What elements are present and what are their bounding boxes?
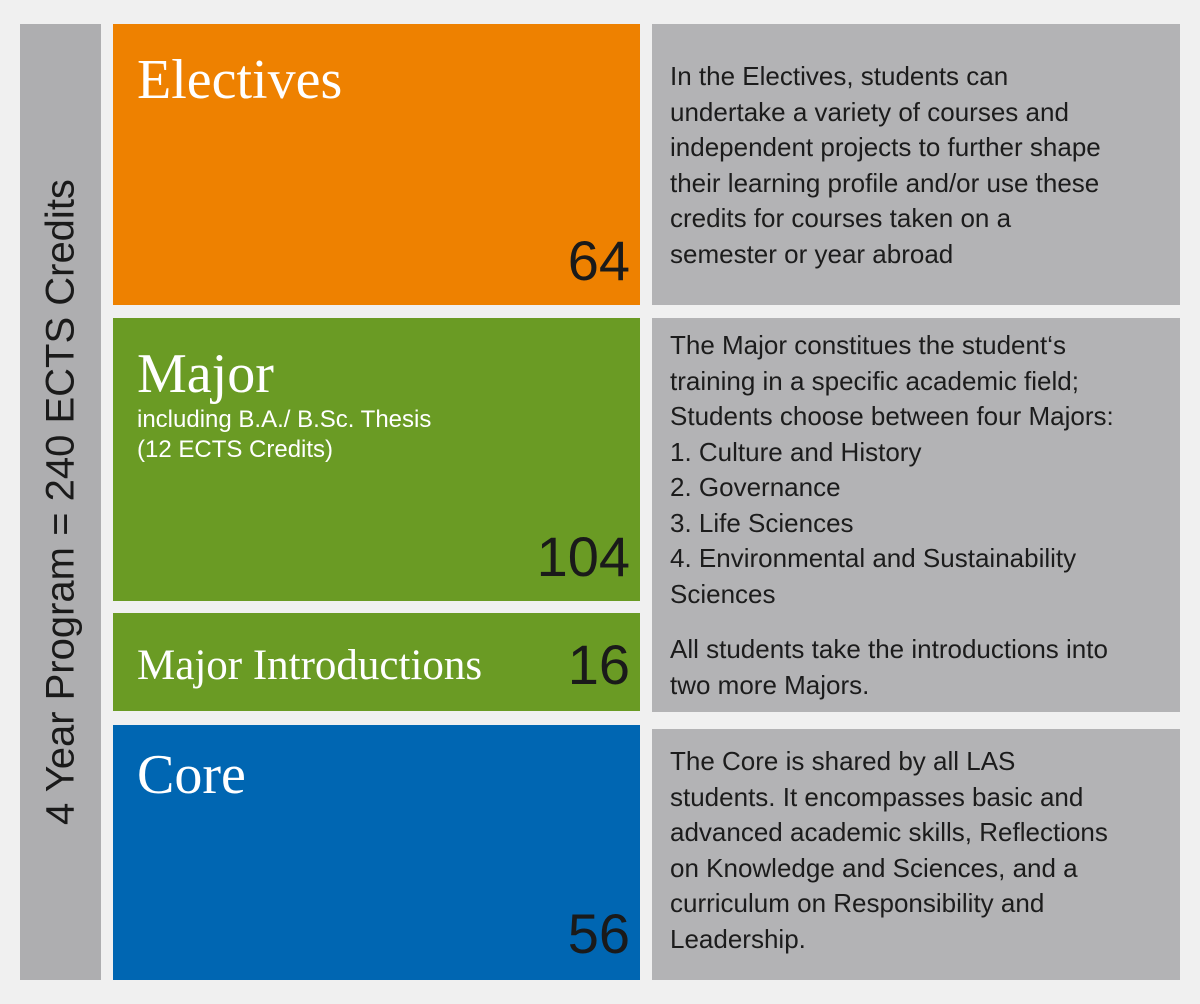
core-credits: 56 [567,902,630,965]
electives-block [113,24,640,305]
electives-description [670,59,1174,272]
description-line: Leadership. [670,923,806,954]
majors-list [670,435,1174,613]
core-block [113,725,640,980]
description-line: undertake a variety of courses and [670,96,1069,127]
list-item: 4. Environmental and Sustainability [670,543,1077,573]
description-line: The Major constitues the student‘s [670,330,1066,360]
major-block [113,318,640,601]
major-description-box [652,318,1180,712]
core-description-box [652,729,1180,980]
description-line: credits for courses taken on a [670,203,1012,233]
major-subtitle-line: (12 ECTS Credits) [137,436,334,463]
program-label: 4 Year Program = 240 ECTS Credits [38,179,82,825]
description-line: students. It encompasses basic and [670,781,1084,812]
description-line: semester or year abroad [670,238,954,269]
description-line: their learning profile and/or use these [670,167,1100,198]
description-line: training in a specific academic field; [670,365,1079,396]
major-introductions-credits: 16 [567,633,630,696]
list-item: Sciences [670,578,776,609]
core-title: Core [137,744,246,806]
description-line: independent projects to further shape [670,132,1101,162]
major-introductions-description [670,632,1174,703]
major-subtitle-line: including B.A./ B.Sc. Thesis [137,406,432,433]
major-title: Major [137,343,274,405]
description-line: curriculum on Responsibility and [670,888,1045,918]
electives-title: Electives [137,49,343,111]
list-item: 2. Governance [670,472,841,502]
major-subtitle [137,405,431,465]
major-description [670,328,1174,612]
description-line: on Knowledge and Sciences, and a [670,852,1078,883]
description-line: Students choose between four Majors: [670,401,1114,431]
list-item: 3. Life Sciences [670,507,854,538]
electives-credits: 64 [567,229,630,292]
description-line: advanced academic skills, Reflections [670,817,1108,847]
list-item: 1. Culture and History [670,436,922,467]
description-line: two more Majors. [670,669,870,700]
major-credits: 104 [536,525,630,588]
electives-description-box [652,24,1180,305]
core-description [670,744,1174,957]
major-introductions-block [113,613,640,711]
program-sidebar [20,24,101,980]
description-line: The Core is shared by all LAS [670,746,1016,776]
major-introductions-title: Major Introductions [137,642,483,689]
description-line: In the Electives, students can [670,61,1009,91]
description-line: All students take the introductions into [670,634,1108,664]
